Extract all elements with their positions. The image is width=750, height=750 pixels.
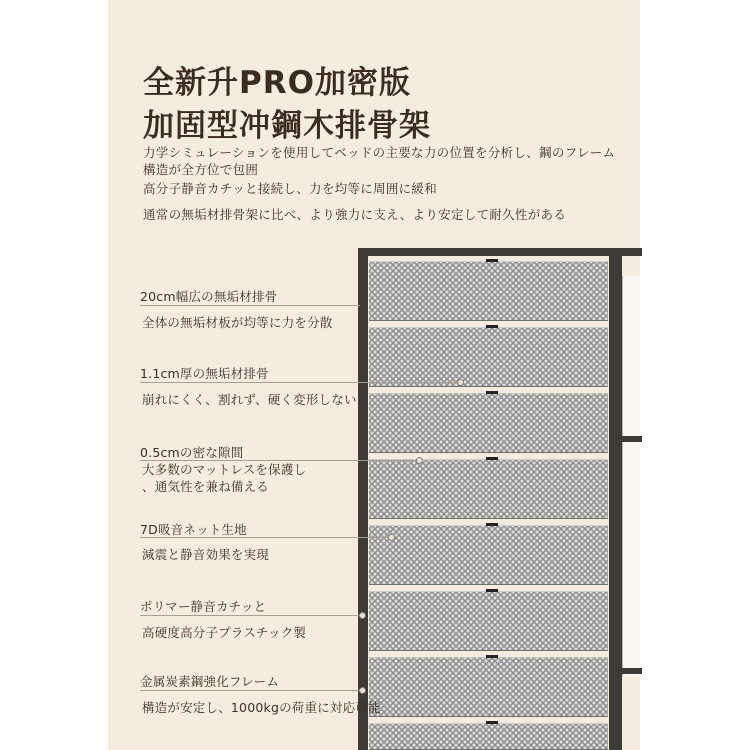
- leader-line: [140, 537, 390, 538]
- slat-clip: [486, 655, 498, 658]
- slat-clip: [486, 391, 498, 394]
- callout-dot: [457, 379, 464, 386]
- description-line-3: 高分子静音カチッと接続し、力を均等に周囲に緩和: [143, 181, 438, 196]
- headline-line-2: 加固型冲鋼木排骨架: [143, 108, 431, 144]
- slat-clip: [486, 589, 498, 592]
- slat-clip: [486, 259, 498, 262]
- leader-line: [140, 615, 362, 616]
- description-line-1: 力学シミュレーションを使用してベッドの主要な力の位置を分析し、鋼のフレーム: [143, 145, 616, 160]
- slat: [369, 525, 608, 585]
- feature-title: 0.5cmの密な隙間: [140, 445, 244, 460]
- slat: [369, 261, 608, 321]
- slat: [369, 327, 608, 387]
- feature-title: 20cm幅広の無垢材排骨: [140, 289, 278, 304]
- feature-detail: 大多数のマットレスを保護し: [142, 462, 307, 477]
- feature-title: 金属炭素鋼強化フレーム: [140, 674, 280, 689]
- feature-title: 1.1cm厚の無垢材排骨: [140, 366, 269, 381]
- frame-right-post: [609, 256, 622, 750]
- leader-line: [140, 305, 360, 306]
- slat-clip: [486, 721, 498, 724]
- description-line-4: 通常の無垢材排骨架に比べ、より強力に支え、より安定して耐久性がある: [143, 207, 567, 222]
- feature-title: 7D吸音ネット生地: [140, 522, 247, 537]
- frame-left-post: [358, 248, 368, 750]
- callout-dot: [388, 534, 395, 541]
- feature-detail: 、通気性を兼ね備える: [142, 479, 270, 494]
- headline-line-1: 全新升PRO加密版: [143, 65, 411, 101]
- description-line-2: 構造が全方位で包囲: [143, 162, 259, 177]
- slat: [369, 393, 608, 453]
- frame-top-rail: [358, 248, 642, 256]
- feature-detail: 高硬度高分子プラスチック製: [142, 625, 307, 640]
- callout-dot: [359, 687, 366, 694]
- callout-dot: [359, 612, 366, 619]
- feature-detail: 全体の無垢材板が均等に力を分散: [142, 315, 333, 330]
- slat-clip: [486, 523, 498, 526]
- frame-side-panel: [622, 276, 640, 676]
- frame-side-rail: [622, 668, 642, 674]
- slat: [369, 723, 608, 750]
- slat: [369, 459, 608, 519]
- slat: [369, 657, 608, 717]
- slat-clip: [486, 325, 498, 328]
- frame-side-rail: [622, 436, 642, 442]
- leader-line: [140, 382, 460, 383]
- feature-detail: 構造が安定し、1000kgの荷重に対応可能: [142, 700, 381, 715]
- feature-detail: 崩れにくく、割れず、硬く変形しない: [142, 392, 357, 407]
- slat: [369, 591, 608, 651]
- feature-detail: 減震と静音効果を実現: [142, 547, 270, 562]
- slat-clip: [486, 457, 498, 460]
- leader-line: [140, 690, 362, 691]
- feature-title: ポリマー静音カチッと: [140, 599, 267, 614]
- callout-dot: [416, 457, 423, 464]
